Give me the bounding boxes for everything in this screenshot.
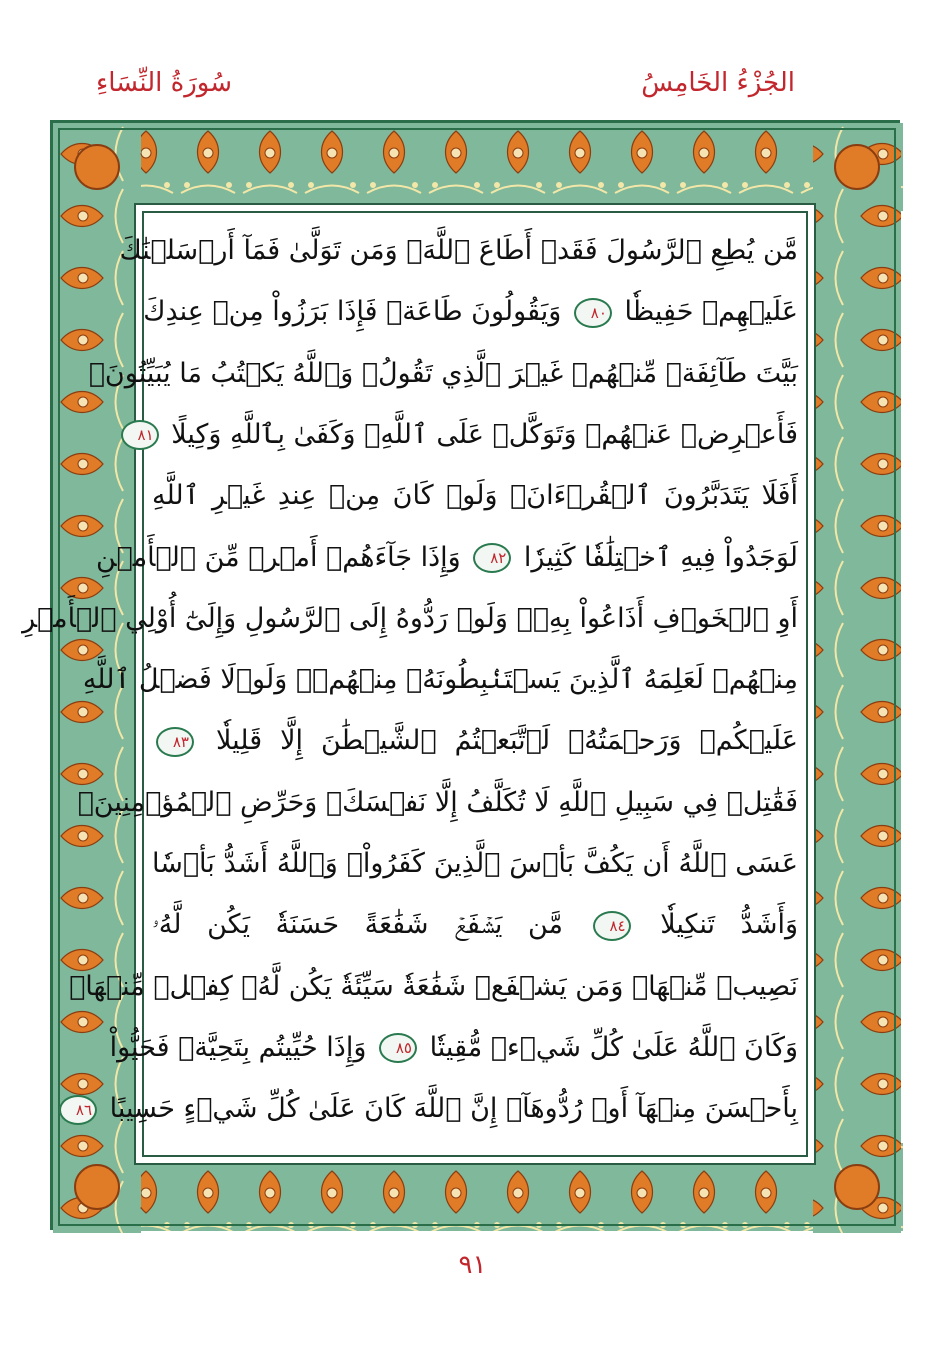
verse-line bbox=[77, 774, 798, 832]
ayah-number-marker: ٨٠ bbox=[574, 298, 612, 328]
verse-line bbox=[137, 406, 798, 464]
verse-text: وَكَانَ ٱللَّهُ عَلَىٰ كُلِّ شَيۡءٖ مُّقِيتٗا bbox=[429, 1031, 798, 1063]
verse-line bbox=[152, 896, 798, 954]
verse-text: مَّن يُطِعِ ٱلرَّسُولَ فَقَدۡ أَطَاعَ ٱللَّهَۖ وَمَن تَوَلَّىٰ فَمَآ أَرۡسَلۡنَٰكَ bbox=[119, 235, 798, 266]
verse-text: بِأَحۡسَنَ مِنۡهَآ أَوۡ رُدُّوهَآۗ إِنَّ ٱللَّهَ كَانَ عَلَىٰ كُلِّ شَيۡءٍ حَسِيبًا bbox=[109, 1093, 798, 1125]
verse-line bbox=[95, 529, 798, 587]
verse-text: وَإِذَا جَآءَهُمۡ أَمۡرٞ مِّنَ ٱلۡأَمۡنِ bbox=[95, 541, 461, 573]
verse-text: مَّن يَشۡفَعۡ شَفَٰعَةً حَسَنَةٗ يَكُن لَّهُۥ bbox=[152, 909, 563, 941]
verse-text: وَيَقُولُونَ طَاعَةٞ فَإِذَا بَرَزُواْ مِنۡ عِندِكَ bbox=[143, 296, 562, 328]
verse-text: وَإِذَا حُيِّيتُم بِتَحِيَّةٖ فَحَيُّواْ bbox=[109, 1031, 367, 1063]
verse-text: نَصِيبٞ مِّنۡهَاۖ وَمَن يَشۡفَعۡ شَفَٰعَةٗ سَيِّئَةٗ يَكُن لَّهُۥ كِفۡلٞ مِّنۡهَاۗ bbox=[69, 970, 798, 1002]
verse-text: وَأَشَدُّ تَنكِيلٗا bbox=[660, 909, 798, 941]
verse-line bbox=[119, 222, 798, 280]
verse-line bbox=[69, 958, 798, 1016]
ayah-number-marker: ٨٣ bbox=[156, 727, 194, 757]
verse-line bbox=[88, 345, 798, 403]
ayah-number-marker: ٨٢ bbox=[473, 543, 511, 573]
page-header bbox=[0, 68, 945, 112]
verse-text: فَقَٰتِلۡ فِي سَبِيلِ ٱللَّهِ لَا تُكَلَّفُ إِلَّا نَفۡسَكَۚ وَحَرِّضِ ٱلۡمُؤۡمِنِينَۖ bbox=[77, 786, 798, 818]
ayah-number-marker: ٨١ bbox=[121, 420, 159, 450]
verse-line bbox=[152, 835, 798, 893]
juz-title: الجُزْءُ الخَامِسُ bbox=[641, 68, 795, 98]
verse-line bbox=[152, 467, 798, 525]
verse-lines bbox=[22, 222, 798, 1142]
verse-text: بَيَّتَ طَآئِفَةٞ مِّنۡهُمۡ غَيۡرَ ٱلَّذِي تَقُولُۖ وَٱللَّهُ يَكۡتُبُ مَا يُبَيِّتُونَۖ bbox=[88, 357, 798, 389]
verse-text: عَلَيۡكُمۡ وَرَحۡمَتُهُۥ لَٱتَّبَعۡتُمُ ٱلشَّيۡطَٰنَ إِلَّا قَلِيلٗا bbox=[216, 725, 798, 757]
verse-line bbox=[82, 651, 798, 709]
verse-line bbox=[109, 1019, 798, 1077]
verse-line bbox=[75, 1080, 798, 1138]
verse-line bbox=[143, 283, 798, 341]
ayah-number-marker: ٨٥ bbox=[379, 1033, 417, 1063]
verse-text: لَوَجَدُواْ فِيهِ ٱخۡتِلَٰفٗا كَثِيرٗا bbox=[523, 541, 798, 573]
ayah-number-marker: ٨٦ bbox=[59, 1095, 97, 1125]
verse-text: عَسَى ٱللَّهُ أَن يَكُفَّ بَأۡسَ ٱلَّذِينَ كَفَرُواْۚ وَٱللَّهُ أَشَدُّ بَأۡسٗا bbox=[152, 848, 798, 879]
verse-line bbox=[152, 712, 798, 770]
verse-text: أَوِ ٱلۡخَوۡفِ أَذَاعُواْ بِهِۦۖ وَلَوۡ رَدُّوهُ إِلَى ٱلرَّسُولِ وَإِلَىٰٓ أُوْلِي ٱلۡأَمۡرِ bbox=[22, 602, 798, 634]
verse-text: عَلَيۡهِمۡ حَفِيظٗا bbox=[624, 296, 798, 328]
verse-line bbox=[22, 590, 798, 648]
verse-text: أَفَلَا يَتَدَبَّرُونَ ٱلۡقُرۡءَانَۚ وَلَوۡ كَانَ مِنۡ عِندِ غَيۡرِ ٱللَّهِ bbox=[152, 480, 798, 512]
verse-text: مِنۡهُمۡ لَعَلِمَهُ ٱلَّذِينَ يَسۡتَنۢبِطُونَهُۥ مِنۡهُمۡۗ وَلَوۡلَا فَضۡلُ ٱللَّهِ bbox=[82, 664, 798, 696]
page-number: ٩١ bbox=[458, 1250, 487, 1280]
verse-text: فَأَعۡرِضۡ عَنۡهُمۡ وَتَوَكَّلۡ عَلَى ٱللَّهِۚ وَكَفَىٰ بِٱللَّهِ وَكِيلًا bbox=[171, 418, 798, 450]
surah-title: سُورَةُ النِّسَاءِ bbox=[96, 68, 232, 98]
ayah-number-marker: ٨٤ bbox=[593, 911, 631, 941]
